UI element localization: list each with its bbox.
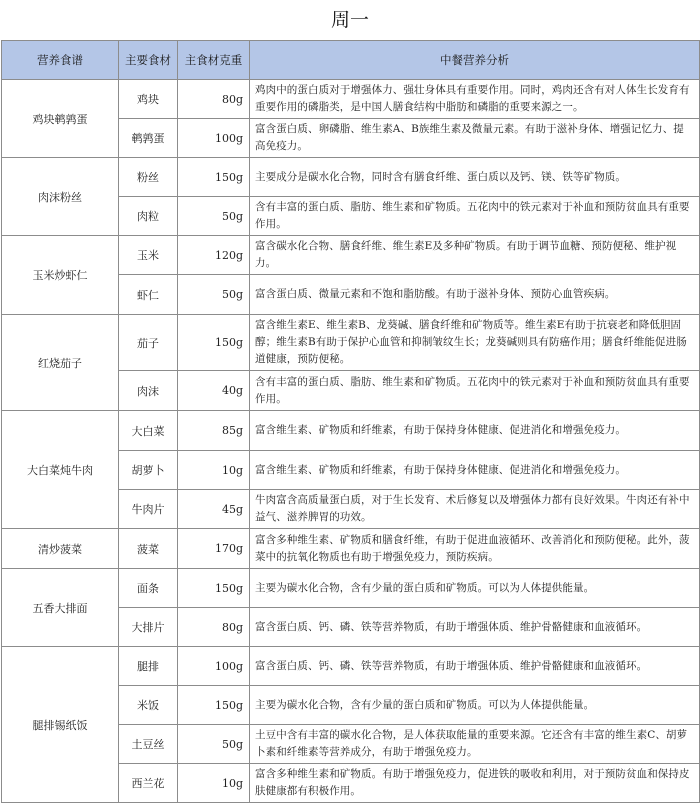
ingredient-weight: 85g: [178, 411, 250, 451]
header-ingredient: 主要食材: [119, 41, 178, 80]
nutrition-analysis: 富含维生素、矿物质和纤维素，有助于保持身体健康、促进消化和增强免疫力。: [250, 451, 700, 490]
ingredient-name: 牛肉片: [119, 490, 178, 529]
nutrition-analysis: 含有丰富的蛋白质、脂肪、维生素和矿物质。五花肉中的铁元素对于补血和预防贫血具有重要作用。: [250, 371, 700, 411]
dish-name: 清炒菠菜: [2, 529, 119, 569]
table-row: [2, 80, 700, 119]
ingredient-name: 西兰花: [119, 764, 178, 803]
table-row: [2, 411, 700, 451]
ingredient-name: 肉粒: [119, 197, 178, 236]
dish-name: 腿排锡纸饭: [2, 647, 119, 803]
dish-name: 红烧茄子: [2, 315, 119, 411]
nutrition-analysis: 富含多种维生素和矿物质。有助于增强免疫力，促进铁的吸收和利用，对于预防贫血和保持皮肤健康都有积极作用。: [250, 764, 700, 803]
ingredient-name: 面条: [119, 569, 178, 608]
ingredient-weight: 50g: [178, 275, 250, 315]
table-row: [2, 315, 700, 371]
ingredient-weight: 50g: [178, 725, 250, 764]
ingredient-weight: 80g: [178, 80, 250, 119]
nutrition-analysis: 鸡肉中的蛋白质对于增强体力、强壮身体具有重要作用。同时，鸡肉还含有对人体生长发育有重要作用的磷脂类，是中国人膳食结构中脂肪和磷脂的重要来源之一。: [250, 80, 700, 119]
ingredient-name: 虾仁: [119, 275, 178, 315]
ingredient-weight: 100g: [178, 119, 250, 158]
nutrition-analysis: 富含维生素、矿物质和纤维素，有助于保持身体健康、促进消化和增强免疫力。: [250, 411, 700, 451]
table-header-row: [2, 41, 700, 80]
ingredient-name: 大排片: [119, 608, 178, 647]
header-weight: 主食材克重: [178, 41, 250, 80]
ingredient-weight: 150g: [178, 315, 250, 371]
ingredient-name: 鹌鹑蛋: [119, 119, 178, 158]
nutrition-analysis: 富含蛋白质、钙、磷、铁等营养物质，有助于增强体质、维护骨骼健康和血液循环。: [250, 647, 700, 686]
header-analysis: 中餐营养分析: [250, 41, 700, 80]
nutrition-table: [1, 40, 700, 803]
ingredient-weight: 150g: [178, 569, 250, 608]
nutrition-analysis: 含有丰富的蛋白质、脂肪、维生素和矿物质。五花肉中的铁元素对于补血和预防贫血具有重要作用。: [250, 197, 700, 236]
nutrition-analysis: 主要成分是碳水化合物，同时含有膳食纤维、蛋白质以及钙、镁、铁等矿物质。: [250, 158, 700, 197]
ingredient-weight: 120g: [178, 236, 250, 275]
ingredient-name: 米饭: [119, 686, 178, 725]
ingredient-name: 鸡块: [119, 80, 178, 119]
ingredient-weight: 40g: [178, 371, 250, 411]
ingredient-name: 腿排: [119, 647, 178, 686]
ingredient-weight: 100g: [178, 647, 250, 686]
ingredient-weight: 10g: [178, 451, 250, 490]
dish-name: 玉米炒虾仁: [2, 236, 119, 315]
nutrition-analysis: 富含多种维生素、矿物质和膳食纤维，有助于促进血液循环、改善消化和预防便秘。此外，菠菜中的抗氧化物质也有助于增强免疫力，预防疾病。: [250, 529, 700, 569]
ingredient-name: 玉米: [119, 236, 178, 275]
nutrition-analysis: 富含蛋白质、卵磷脂、维生素A、B族维生素及微量元素。有助于滋补身体、增强记忆力、提高免疫力。: [250, 119, 700, 158]
dish-name: 五香大排面: [2, 569, 119, 647]
ingredient-weight: 80g: [178, 608, 250, 647]
ingredient-name: 粉丝: [119, 158, 178, 197]
ingredient-name: 肉沫: [119, 371, 178, 411]
table-row: [2, 529, 700, 569]
ingredient-weight: 170g: [178, 529, 250, 569]
nutrition-analysis: 富含蛋白质、微量元素和不饱和脂肪酸。有助于滋补身体、预防心血管疾病。: [250, 275, 700, 315]
header-recipe: 营养食谱: [2, 41, 119, 80]
page-title: 周一: [330, 9, 369, 31]
table-row: [2, 569, 700, 608]
ingredient-name: 土豆丝: [119, 725, 178, 764]
ingredient-weight: 10g: [178, 764, 250, 803]
table-body: [2, 80, 700, 803]
nutrition-analysis: 富含碳水化合物、膳食纤维、维生素E及多种矿物质。有助于调节血糖、预防便秘、维护视力。: [250, 236, 700, 275]
ingredient-weight: 50g: [178, 197, 250, 236]
nutrition-analysis: 富含蛋白质、钙、磷、铁等营养物质，有助于增强体质、维护骨骼健康和血液循环。: [250, 608, 700, 647]
ingredient-weight: 45g: [178, 490, 250, 529]
ingredient-name: 大白菜: [119, 411, 178, 451]
table-row: [2, 647, 700, 686]
nutrition-analysis: 富含维生素E、维生素B、龙葵碱、膳食纤维和矿物质等。维生素E有助于抗衰老和降低胆固醇；维生素B有助于保护心血管和抑制皱纹生长；龙葵碱则具有防癌作用；膳食纤维能促进肠道健康，预防便秘。: [250, 315, 700, 371]
table-row: [2, 158, 700, 197]
ingredient-name: 茄子: [119, 315, 178, 371]
ingredient-weight: 150g: [178, 158, 250, 197]
ingredient-name: 菠菜: [119, 529, 178, 569]
dish-name: 大白菜炖牛肉: [2, 411, 119, 529]
ingredient-weight: 150g: [178, 686, 250, 725]
dish-name: 肉沫粉丝: [2, 158, 119, 236]
nutrition-analysis: 牛肉富含高质量蛋白质，对于生长发育、术后修复以及增强体力都有良好效果。牛肉还有补中益气、滋养脾胃的功效。: [250, 490, 700, 529]
dish-name: 鸡块鹌鹑蛋: [2, 80, 119, 158]
ingredient-name: 胡萝卜: [119, 451, 178, 490]
nutrition-analysis: 土豆中含有丰富的碳水化合物，是人体获取能量的重要来源。它还含有丰富的维生素C、胡萝卜素和纤维素等营养成分，有助于增强免疫力。: [250, 725, 700, 764]
nutrition-analysis: 主要为碳水化合物，含有少量的蛋白质和矿物质。可以为人体提供能量。: [250, 686, 700, 725]
nutrition-analysis: 主要为碳水化合物，含有少量的蛋白质和矿物质。可以为人体提供能量。: [250, 569, 700, 608]
table-row: [2, 236, 700, 275]
